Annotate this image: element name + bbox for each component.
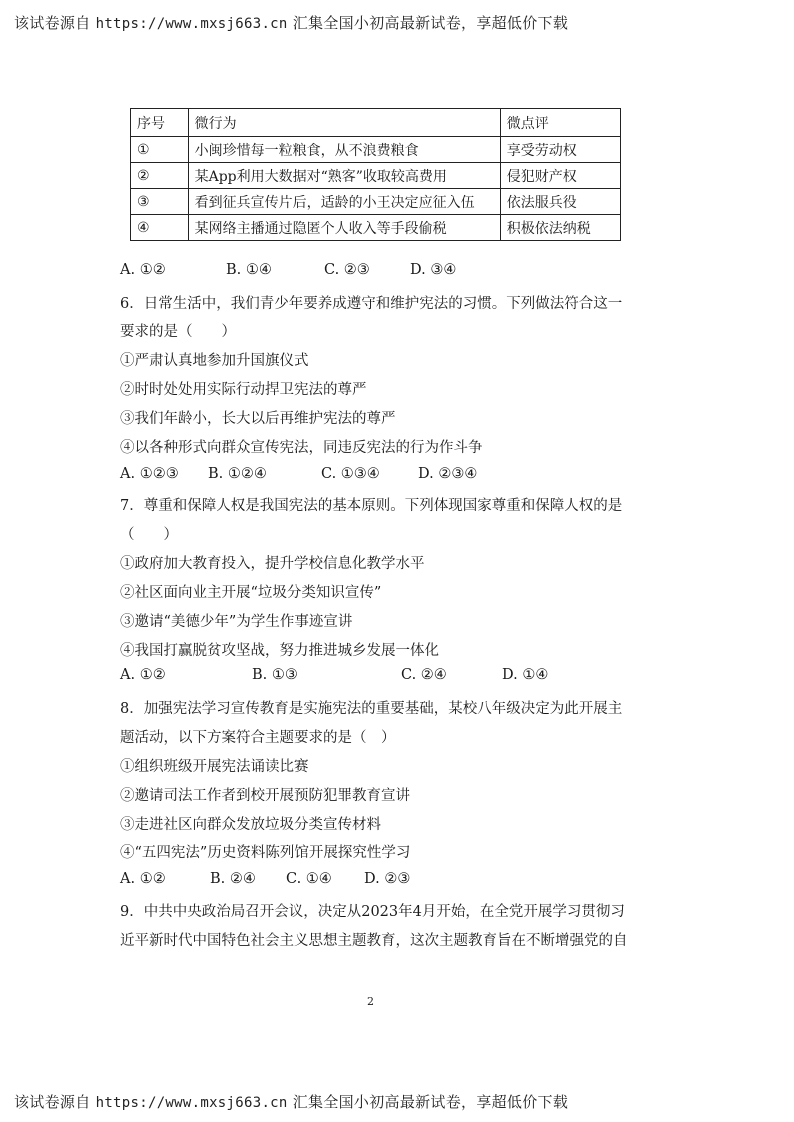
q6-stem-line-1: 6．日常生活中，我们青少年要养成遵守和维护宪法的习惯。下列做法符合这一 <box>120 296 623 312</box>
q7-options <box>120 667 548 683</box>
table-cell: 积极依法纳税 <box>500 215 620 241</box>
option-c: C. ①④ <box>286 871 332 887</box>
table-row <box>131 163 621 189</box>
table-cell: ② <box>131 163 189 189</box>
option-c: C. ②③ <box>324 262 370 278</box>
q8-stem-line-1: 8．加强宪法学习宣传教育是实施宪法的重要基础，某校八年级决定为此开展主 <box>120 701 623 717</box>
q8-item: ③走进社区向群众发放垃圾分类宣传材料 <box>120 817 381 833</box>
option-a: A. ①②③ <box>120 466 179 482</box>
table-header-cell: 微行为 <box>188 109 500 137</box>
option-c: C. ①③④ <box>321 466 380 482</box>
table-row <box>131 189 621 215</box>
q6-item: ②时时处处用实际行动捍卫宪法的尊严 <box>120 382 367 398</box>
banner-suffix: 汇集全国小初高最新试卷，享超低价下载 <box>292 1093 569 1111</box>
table-cell: 小闽珍惜每一粒粮食，从不浪费粮食 <box>188 137 500 163</box>
table-cell: 依法服兵役 <box>500 189 620 215</box>
q9-stem-line-1: 9．中共中央政治局召开会议，决定从2023年4月开始，在全党开展学习贯彻习 <box>120 904 625 920</box>
q6-item: ①严肃认真地参加升国旗仪式 <box>120 353 309 369</box>
table-cell: 看到征兵宣传片后，适龄的小王决定应征入伍 <box>188 189 500 215</box>
option-b: B. ①③ <box>252 667 298 683</box>
option-c: C. ②④ <box>401 667 447 683</box>
banner-prefix: 该试卷源自 <box>14 14 91 32</box>
q6-options <box>120 466 477 482</box>
banner-suffix: 汇集全国小初高最新试卷，享超低价下载 <box>292 14 569 32</box>
option-d: D. ②③④ <box>418 466 478 482</box>
option-a: A. ①② <box>120 262 166 278</box>
option-a: A. ①② <box>120 871 166 887</box>
option-b: B. ②④ <box>210 871 256 887</box>
table-header-cell: 序号 <box>131 109 189 137</box>
option-d: D. ①④ <box>502 667 549 683</box>
banner-prefix: 该试卷源自 <box>14 1093 91 1111</box>
table-cell: ③ <box>131 189 189 215</box>
q8-item: ①组织班级开展宪法诵读比赛 <box>120 759 309 775</box>
q7-item: ②社区面向业主开展“垃圾分类知识宣传” <box>120 585 382 601</box>
table-row <box>131 137 621 163</box>
q8-options <box>120 871 410 887</box>
q6-item: ③我们年龄小，长大以后再维护宪法的尊严 <box>120 411 396 427</box>
q7-item: ①政府加大教育投入，提升学校信息化教学水平 <box>120 556 425 572</box>
option-b: B. ①②④ <box>208 466 267 482</box>
q9-stem-line-2: 近平新时代中国特色社会主义思想主题教育，这次主题教育旨在不断增强党的自 <box>120 933 628 949</box>
q7-item: ④我国打赢脱贫攻坚战，努力推进城乡发展一体化 <box>120 643 439 659</box>
table-cell: ④ <box>131 215 189 241</box>
q8-item: ④“五四宪法”历史资料陈列馆开展探究性学习 <box>120 845 411 861</box>
option-b: B. ①④ <box>226 262 272 278</box>
banner-url[interactable]: https://www.mxsj663.cn <box>95 16 288 32</box>
table-header-cell: 微点评 <box>500 109 620 137</box>
q8-stem-line-2: 题活动，以下方案符合主题要求的是（ ） <box>120 730 396 746</box>
behavior-table <box>130 108 621 241</box>
q6-item: ④以各种形式向群众宣传宪法，同违反宪法的行为作斗争 <box>120 440 483 456</box>
q6-stem-line-2: 要求的是（ ） <box>120 324 236 340</box>
table-cell: ① <box>131 137 189 163</box>
q5-options <box>120 262 456 278</box>
source-banner-bottom <box>14 1091 568 1112</box>
q8-item: ②邀请司法工作者到校开展预防犯罪教育宣讲 <box>120 788 410 804</box>
option-d: D. ②③ <box>364 871 411 887</box>
table-cell: 享受劳动权 <box>500 137 620 163</box>
q7-stem-line-1: 7．尊重和保障人权是我国宪法的基本原则。下列体现国家尊重和保障人权的是 <box>120 498 623 514</box>
table-cell: 某网络主播通过隐匿个人收入等手段偷税 <box>188 215 500 241</box>
table-cell: 某App利用大数据对“熟客”收取较高费用 <box>188 163 500 189</box>
option-a: A. ①② <box>120 667 166 683</box>
q7-item: ③邀请“美德少年”为学生作事迹宣讲 <box>120 614 353 630</box>
table-header-row <box>131 109 621 137</box>
banner-url[interactable]: https://www.mxsj663.cn <box>95 1095 288 1111</box>
option-d: D. ③④ <box>410 262 457 278</box>
table-cell: 侵犯财产权 <box>500 163 620 189</box>
page-number: 2 <box>367 995 374 1008</box>
q7-stem-line-2: （ ） <box>120 527 178 543</box>
source-banner-top <box>14 12 568 33</box>
table-row <box>131 215 621 241</box>
